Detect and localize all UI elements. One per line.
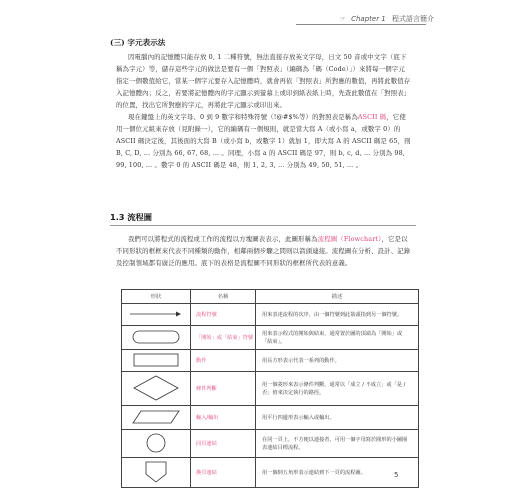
symbol-name: 換頁連結 xyxy=(191,458,256,488)
symbol-name: 動作 xyxy=(191,350,256,372)
pointing-hand-icon: ☞ xyxy=(339,15,346,23)
shape-cell xyxy=(122,350,191,372)
process-shape-icon xyxy=(131,352,181,368)
symbol-description: 用平行四邊形表示輸入或輸出。 xyxy=(256,406,419,430)
symbol-description: 在同一頁上，不方便以連接者，可用一個字母寫於圓形的小圖圈表連結目標流程。 xyxy=(256,430,419,458)
paragraph-text: 現在鍵盤上的英文字母、0 到 9 數字和特殊符號（!@#$%等）的對照表是稱為 xyxy=(128,113,358,121)
symbol-description: 用來表達流程的次序，由一個符號到此箭頭指到另一個符號。 xyxy=(256,304,419,326)
io-parallelogram-icon xyxy=(131,409,181,425)
shape-cell xyxy=(122,326,191,350)
table-header-row xyxy=(122,290,419,304)
flowchart-term: 流程圖（Flowchart） xyxy=(317,235,382,243)
symbol-name: 同頁連結 xyxy=(191,430,256,458)
paragraph-text: ，它是以不同形狀的框框來代表不同種類的動作，相鄰兩個步驟之間則以箭頭連接。流程圖在分析、設計、記錄及控制領域都有廣泛的應用。底下的表格是流程圖不同形狀的框框所代表的意義。 xyxy=(116,235,411,267)
flowchart-symbol-table xyxy=(121,289,419,488)
column-header-description: 描述 xyxy=(256,290,419,304)
chapter-title: 程式語言簡介 xyxy=(392,15,434,23)
column-header-shape: 形狀 xyxy=(122,290,191,304)
paragraph-ascii xyxy=(116,111,411,171)
symbol-name: 條件判斷 xyxy=(191,372,256,406)
connector-circle-icon xyxy=(131,432,181,454)
decision-diamond-icon xyxy=(131,374,181,402)
paragraph-text: 我們可以將程式的流程或工作的流程以方塊圖表表示，此圖形稱為 xyxy=(128,235,318,243)
symbol-description: 用一個菱形來表示條件判斷，通常以「成立 / 不成立」或「是 / 否」值來決定執行的路徑。 xyxy=(256,372,419,406)
section-heading-flowchart: 1.3 流程圖 xyxy=(110,212,152,222)
symbol-name: 流程符號 xyxy=(191,304,256,326)
paragraph-text: ，它使用一個位元組來存放（見附錄一），它的編碼有一個規則，就是當大寫 A（或小寫 a，或數字 0）的 ASCII 碼決定後，其後面的大寫 B（或小寫 b，或數字 1）就加 1，即大寫 A 的 ASCII 碼是 65，則 B, C, D, … 分別為 66, 67, 68, … 。同理，小寫 a 的 ASCII 碼是 97，則 b, c, d, … 分別為 98, 99, 100, … 。數字 0 的 ASCII 碼是 48，則 1, 2, 3, … 分別為 49, 50, 51, … 。 xyxy=(116,113,411,169)
table-row xyxy=(122,326,419,350)
symbol-description: 用一個倒五角形表示連結到下一頁的流程圖。 xyxy=(256,458,419,488)
terminal-shape-icon xyxy=(131,329,181,345)
symbol-description: 用來表示程式的開始與結束，通常置於圖的頂端為「開始」或「結束」。 xyxy=(256,326,419,350)
shape-cell xyxy=(122,304,191,326)
shape-cell xyxy=(122,458,191,488)
arrow-icon xyxy=(128,309,184,319)
table-row xyxy=(122,458,419,488)
shape-cell xyxy=(122,372,191,406)
paragraph-text: 因電腦內的記憶體只能存放 0, 1 二種符號，無法直接存放英文字母，日文 50 音或中文字（底下稱為字元）等，儲存這些字元的做法是要有一個「對照表」（編碼為「碼（Code）」）來將每一個字元指定一個數值給它，當某一個字元要存入記憶體時，就會再依「對照表」所對應的數值，再將此數值存入記憶體內；反之，若要將記憶體內的字元顯示到螢幕上或印到紙表紙上時，先查此數值在「對照表」的位置，找出它所對應的字元，再將此字元顯示或印出來。 xyxy=(116,53,411,109)
symbol-name: 輸入/輸出 xyxy=(191,406,256,430)
symbol-name: 「開始」或「結束」符號 xyxy=(191,326,256,350)
ascii-term: ASCII 碼 xyxy=(357,113,387,121)
paragraph-flowchart xyxy=(116,233,411,269)
table-row xyxy=(122,350,419,372)
page-number: 5 xyxy=(394,471,399,479)
section-heading: (三) 字元表示法 xyxy=(110,38,166,47)
table-row xyxy=(122,304,419,326)
running-header xyxy=(340,14,434,24)
table-row xyxy=(122,406,419,430)
header-rule xyxy=(296,24,426,25)
table-row xyxy=(122,430,419,458)
paragraph-character-encoding xyxy=(116,51,411,171)
shape-cell xyxy=(122,430,191,458)
section-rule xyxy=(110,225,416,226)
table-row xyxy=(122,372,419,406)
symbol-description: 用長方形表示代表一系列的動作。 xyxy=(256,350,419,372)
shape-cell xyxy=(122,406,191,430)
chapter-label: Chapter 1 xyxy=(351,15,386,23)
offpage-connector-icon xyxy=(131,460,181,484)
column-header-name: 名稱 xyxy=(191,290,256,304)
